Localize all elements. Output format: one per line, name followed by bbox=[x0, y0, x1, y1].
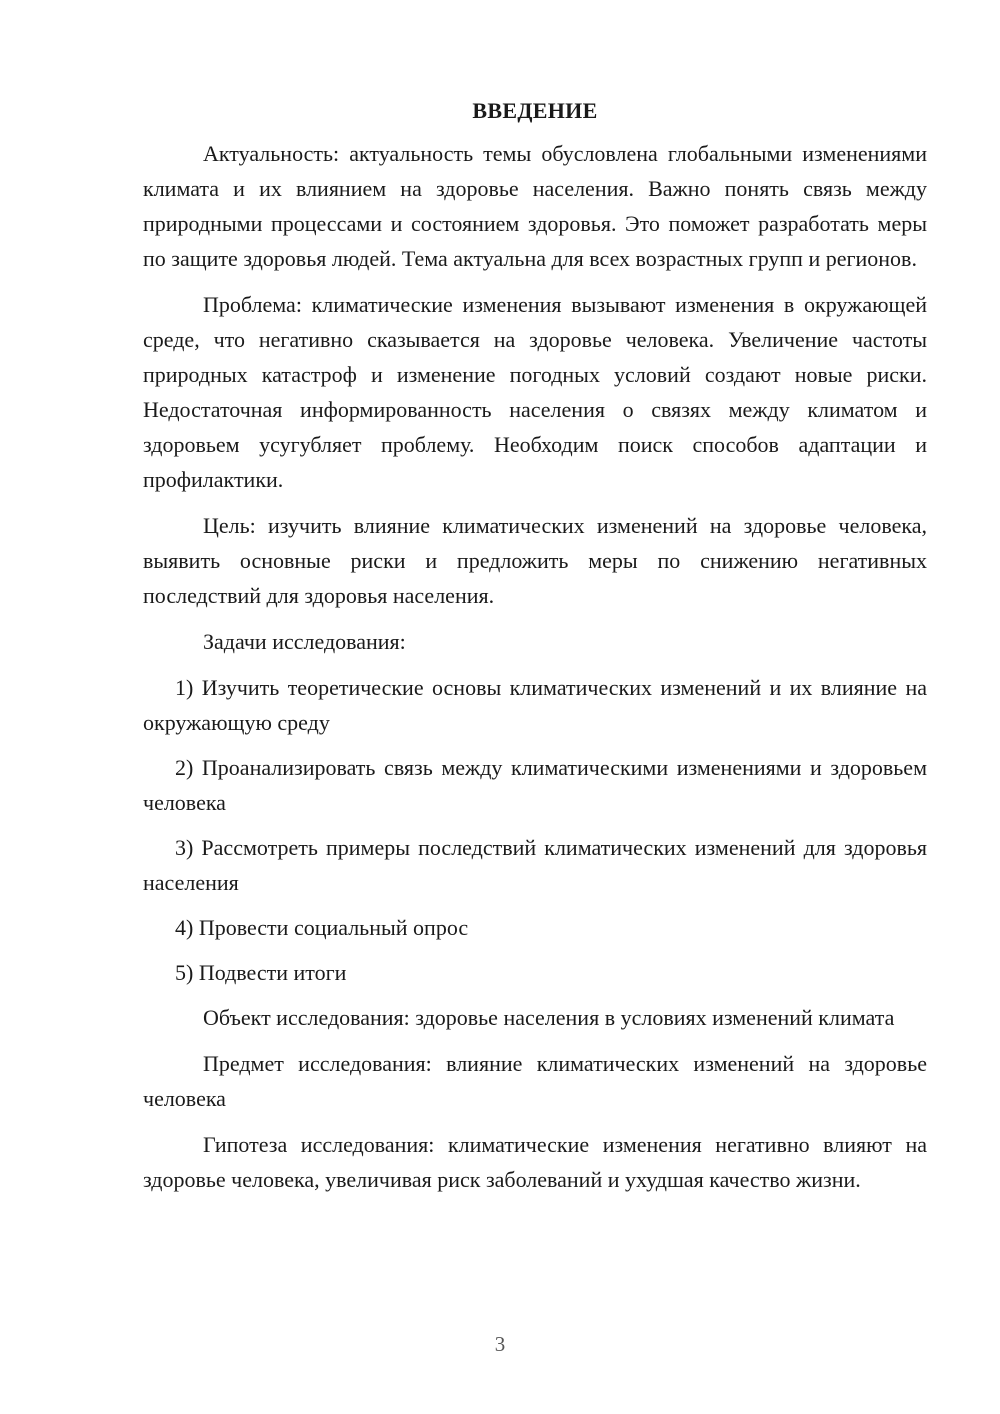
document-page bbox=[143, 96, 927, 1208]
subject-paragraph: Предмет исследования: влияние климатических изменений на здоровье человека bbox=[143, 1051, 927, 1111]
relevance-paragraph: Актуальность: актуальность темы обусловлена глобальными изменениями климата и их влиянием на здоровье населения. Важно понять связь между природными процессами и состоянием здоровья. Это поможет разработать меры по защите здоровья людей. Тема актуальна для всех возрастных групп и регионов. bbox=[143, 141, 927, 271]
page-title: ВВЕДЕНИЕ bbox=[472, 98, 598, 123]
task-item-2: 2) Проанализировать связь между климатическими изменениями и здоровьем человека bbox=[143, 755, 927, 815]
tasks-heading: Задачи исследования: bbox=[203, 629, 406, 654]
task-item-5: 5) Подвести итоги bbox=[175, 960, 347, 985]
hypothesis-paragraph: Гипотеза исследования: климатические изменения негативно влияют на здоровье человека, увеличивая риск заболеваний и ухудшая качество жизни. bbox=[143, 1132, 927, 1192]
task-item-3: 3) Рассмотреть примеры последствий климатических изменений для здоровья населения bbox=[143, 835, 927, 895]
task-item-1: 1) Изучить теоретические основы климатических изменений и их влияние на окружающую среду bbox=[143, 675, 927, 735]
page-number: 3 bbox=[494, 1332, 506, 1356]
object-paragraph: Объект исследования: здоровье населения в условиях изменений климата bbox=[203, 1005, 895, 1030]
task-item-4: 4) Провести социальный опрос bbox=[175, 915, 469, 940]
tasks-list bbox=[143, 670, 927, 990]
goal-paragraph: Цель: изучить влияние климатических изменений на здоровье человека, выявить основные риски и предложить меры по снижению негативных последствий для здоровья населения. bbox=[143, 513, 927, 608]
problem-paragraph: Проблема: климатические изменения вызывают изменения в окружающей среде, что негативно сказывается на здоровье человека. Увеличение частоты природных катастроф и изменение погодных условий создают новые риски. Недостаточная информированность населения о связях между климатом и здоровьем усугубляет проблему. Необходим поиск способов адаптации и профилактики. bbox=[143, 292, 927, 492]
